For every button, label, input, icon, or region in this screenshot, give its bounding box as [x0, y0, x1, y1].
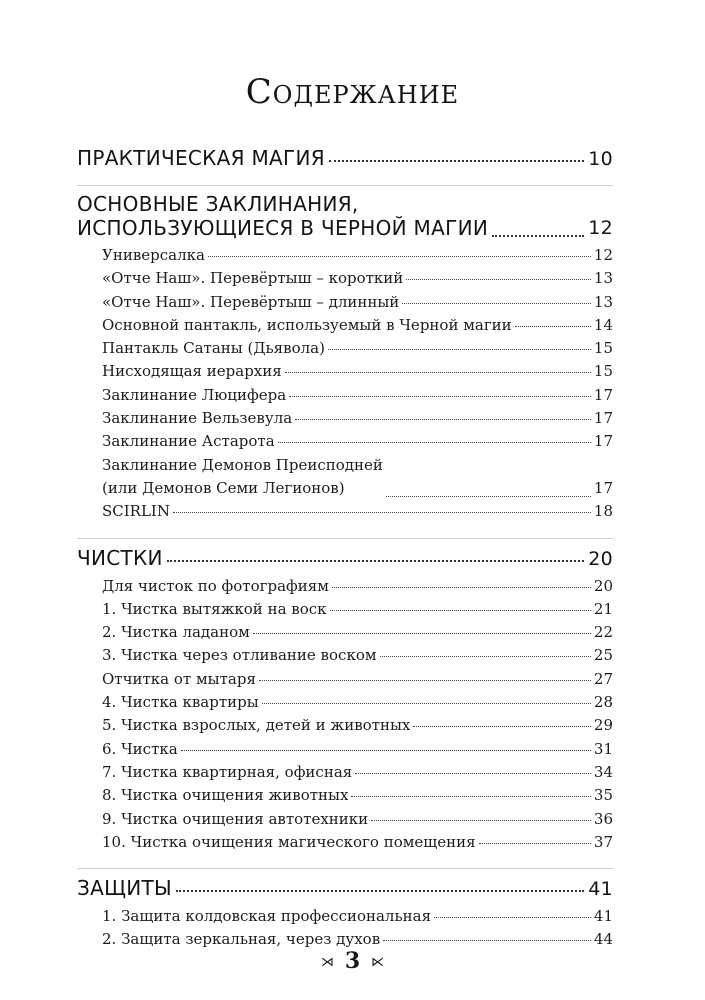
leader-dots	[380, 645, 591, 660]
page-title: Содержание	[245, 72, 460, 112]
toc-entry[interactable]	[102, 430, 613, 453]
section-page-number: 20	[588, 547, 613, 570]
section-heading-text: ИСПОЛЬЗУЮЩИЕСЯ В ЧЕРНОЙ МАГИИ	[77, 216, 489, 240]
section-divider	[77, 185, 613, 186]
toc-section-heading[interactable]	[77, 875, 613, 901]
entry-title: Нисходящая иерархия	[102, 362, 282, 381]
leader-dots	[167, 545, 584, 565]
entry-page-number: 22	[593, 623, 613, 642]
entry-page-number: 17	[593, 385, 613, 404]
entry-title: SCIRLIN	[102, 502, 170, 521]
section-heading-text: ПРАКТИЧЕСКАЯ МАГИЯ	[77, 146, 325, 170]
toc-entry[interactable]	[102, 291, 613, 314]
entry-title: Заклинание Демонов Преисподней	[102, 455, 383, 474]
section-divider	[77, 868, 613, 869]
leader-dots	[402, 292, 591, 307]
entry-page-number: 36	[593, 809, 613, 828]
entry-title: 9. Чистка очищения автотехники	[102, 809, 369, 828]
table-of-contents	[77, 145, 613, 966]
leader-dots	[351, 785, 590, 800]
leader-dots	[295, 408, 591, 423]
entry-page-number: 13	[593, 269, 613, 288]
entry-title: Заклинание Вельзевула	[102, 409, 293, 428]
toc-section	[77, 192, 613, 524]
entry-title: 2. Защита зеркальная, через духов	[102, 930, 381, 949]
leader-dots	[332, 576, 591, 591]
leader-dots	[329, 145, 584, 165]
toc-entries	[77, 575, 613, 855]
toc-entry[interactable]	[102, 714, 613, 737]
page-number: 3	[344, 948, 361, 974]
entry-title: Пантакль Сатаны (Дьявола)	[102, 339, 325, 358]
entry-page-number: 21	[593, 599, 613, 618]
entry-page-number: 17	[593, 432, 613, 451]
toc-entry[interactable]	[102, 314, 613, 337]
entry-title: 1. Защита колдовская профессиональная	[102, 907, 432, 926]
toc-entry[interactable]	[102, 831, 613, 854]
entry-page-number: 20	[593, 576, 613, 595]
section-heading-text: ОСНОВНЫЕ ЗАКЛИНАНИЯ,	[77, 192, 359, 216]
leader-dots	[259, 669, 591, 684]
leader-dots	[406, 268, 591, 283]
toc-entry[interactable]	[102, 407, 613, 430]
toc-entry[interactable]	[102, 668, 613, 691]
leader-dots	[479, 832, 591, 847]
leader-dots	[492, 220, 584, 240]
leader-dots	[181, 739, 591, 754]
leader-dots	[515, 315, 591, 330]
toc-entry[interactable]	[102, 761, 613, 784]
toc-entry[interactable]	[102, 808, 613, 831]
entry-title: 10. Чистка очищения магического помещения	[102, 832, 476, 851]
leader-dots	[289, 385, 591, 400]
leader-dots	[285, 361, 591, 376]
entry-title: «Отче Наш». Перевёртыш – короткий	[102, 269, 404, 288]
entry-page-number: 25	[593, 646, 613, 665]
entry-title: Заклинание Люцифера	[102, 385, 287, 404]
leader-dots	[434, 906, 591, 921]
toc-section	[77, 875, 613, 952]
toc-entry[interactable]	[102, 784, 613, 807]
entry-page-number: 15	[593, 339, 613, 358]
toc-entry[interactable]	[102, 454, 613, 501]
leader-dots	[176, 875, 584, 895]
entry-title: Основной пантакль, используемый в Черной магии	[102, 315, 512, 334]
entry-title: «Отче Наш». Перевёртыш – длинный	[102, 292, 400, 311]
toc-entry[interactable]	[102, 691, 613, 714]
toc-section-heading[interactable]	[77, 192, 613, 240]
entry-page-number: 17	[593, 478, 613, 497]
toc-entry[interactable]	[102, 738, 613, 761]
entry-title: Заклинание Астарота	[102, 432, 275, 451]
leader-dots	[262, 692, 591, 707]
right-ornament-icon: ⋉	[371, 954, 385, 970]
section-page-number: 10	[588, 148, 613, 170]
entry-title: 2. Чистка ладаном	[102, 623, 250, 642]
entry-title: 5. Чистка взрослых, детей и животных	[102, 716, 411, 735]
leader-dots	[383, 929, 591, 944]
leader-dots	[253, 622, 591, 637]
toc-entry[interactable]	[102, 384, 613, 407]
page-footer	[0, 948, 705, 974]
toc-section-heading[interactable]	[77, 545, 613, 571]
entry-title: 7. Чистка квартирная, офисная	[102, 762, 353, 781]
entry-title: Универсалка	[102, 246, 205, 264]
entry-page-number: 13	[593, 292, 613, 311]
entry-page-number: 35	[593, 786, 613, 805]
entry-page-number: 34	[593, 762, 613, 781]
toc-entry[interactable]	[102, 575, 613, 598]
entry-page-number: 44	[593, 930, 613, 949]
entry-title: 3. Чистка через отливание воском	[102, 646, 377, 665]
entry-page-number: 18	[593, 502, 613, 521]
toc-entry[interactable]	[102, 500, 613, 523]
toc-entry[interactable]	[102, 360, 613, 383]
toc-entries	[77, 905, 613, 952]
leader-dots	[330, 599, 591, 614]
left-ornament-icon: ⋊	[320, 954, 334, 970]
toc-entry[interactable]	[102, 244, 613, 267]
entry-title: (или Демонов Семи Легионов)	[102, 478, 345, 497]
entry-page-number: 27	[593, 669, 613, 688]
entry-page-number: 14	[593, 315, 613, 334]
entry-page-number: 37	[593, 832, 613, 851]
toc-entry[interactable]	[102, 621, 613, 644]
leader-dots	[386, 485, 591, 500]
toc-section	[77, 145, 613, 171]
section-heading-text: ЧИСТКИ	[77, 545, 163, 570]
entry-title: Отчитка от мытаря	[102, 669, 256, 688]
leader-dots	[278, 431, 591, 446]
section-divider	[77, 538, 613, 539]
entry-page-number: 12	[593, 246, 613, 264]
entry-page-number: 31	[593, 739, 613, 758]
entry-page-number: 29	[593, 716, 613, 735]
entry-title: 1. Чистка вытяжкой на воск	[102, 599, 327, 618]
section-page-number: 12	[588, 217, 613, 239]
section-page-number: 41	[588, 878, 613, 901]
leader-dots	[355, 762, 591, 777]
toc-entry[interactable]	[102, 644, 613, 667]
leader-dots	[173, 501, 591, 516]
toc-section	[77, 545, 613, 855]
leader-dots	[328, 338, 591, 353]
entry-page-number: 17	[593, 409, 613, 428]
toc-entry[interactable]	[102, 337, 613, 360]
entry-title: Для чисток по фотографиям	[102, 576, 329, 595]
entry-page-number: 28	[593, 693, 613, 712]
toc-entries	[77, 244, 613, 524]
leader-dots	[208, 245, 591, 260]
entry-title: 4. Чистка квартиры	[102, 693, 259, 712]
leader-dots	[413, 715, 591, 730]
leader-dots	[371, 809, 591, 824]
entry-page-number: 15	[593, 362, 613, 381]
entry-title: 6. Чистка	[102, 739, 178, 758]
entry-page-number: 41	[593, 907, 613, 926]
toc-section-heading[interactable]	[77, 145, 613, 171]
toc-entry[interactable]	[102, 598, 613, 621]
entry-title: 8. Чистка очищения животных	[102, 786, 349, 805]
section-heading-text: ЗАЩИТЫ	[77, 876, 173, 901]
toc-entry[interactable]	[102, 267, 613, 290]
toc-entry[interactable]	[102, 905, 613, 928]
